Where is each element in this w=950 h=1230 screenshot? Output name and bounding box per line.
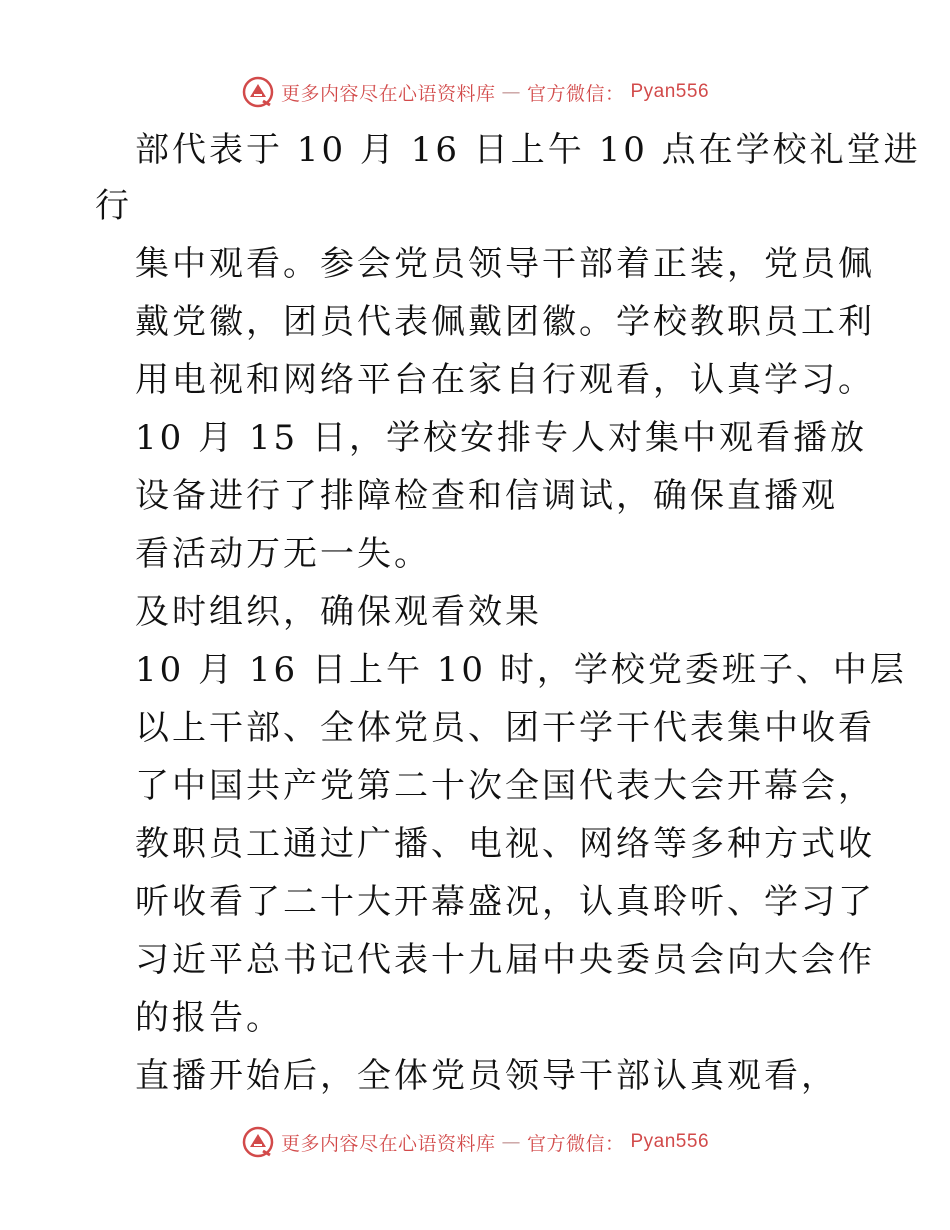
- watermark-text: 更多内容尽在心语资料库: [280, 82, 496, 105]
- body-line: 的报告。: [135, 998, 283, 1038]
- body-line: 用电视和网络平台在家自行观看，认真学习。: [135, 360, 875, 400]
- seal-logo-icon: [241, 75, 275, 109]
- body-line: 以上干部、全体党员、团干学干代表集中收看: [135, 708, 875, 748]
- body-line: 习近平总书记代表十九届中央委员会向大会作: [135, 940, 875, 980]
- body-line: 教职员工通过广播、电视、网络等多种方式收: [135, 824, 875, 864]
- body-line: 设备进行了排障检查和信调试，确保直播观: [135, 476, 838, 516]
- watermark-official-label: 官方微信：: [526, 82, 625, 105]
- watermark-id: Pyan556: [630, 1131, 710, 1152]
- body-line: 集中观看。参会党员领导干部着正装，党员佩: [135, 244, 875, 284]
- watermark-separator: —: [501, 1131, 521, 1153]
- watermark-official-label: 官方微信：: [526, 1132, 625, 1155]
- body-line: 部代表于 10 月 16 日上午 10 点在学校礼堂进: [135, 130, 921, 170]
- body-line: 直播开始后，全体党员领导干部认真观看，: [135, 1056, 838, 1096]
- body-line: 戴党徽，团员代表佩戴团徽。学校教职员工利: [135, 302, 875, 342]
- body-line: 10 月 15 日，学校安排专人对集中观看播放: [135, 418, 867, 458]
- body-line: 10 月 16 日上午 10 时，学校党委班子、中层: [135, 650, 907, 690]
- body-line: 了中国共产党第二十次全国代表大会开幕会，: [135, 766, 875, 806]
- body-line: 看活动万无一失。: [135, 534, 431, 574]
- body-line: 行: [95, 186, 132, 226]
- watermark-id: Pyan556: [630, 81, 710, 102]
- body-line: 听收看了二十大开幕盛况，认真聆听、学习了: [135, 882, 875, 922]
- seal-logo-icon: [241, 1125, 275, 1159]
- watermark-separator: —: [501, 81, 521, 103]
- watermark-text: 更多内容尽在心语资料库: [280, 1132, 496, 1155]
- section-heading: 及时组织，确保观看效果: [135, 592, 542, 632]
- header-watermark: [0, 72, 950, 112]
- footer-watermark: [0, 1122, 950, 1162]
